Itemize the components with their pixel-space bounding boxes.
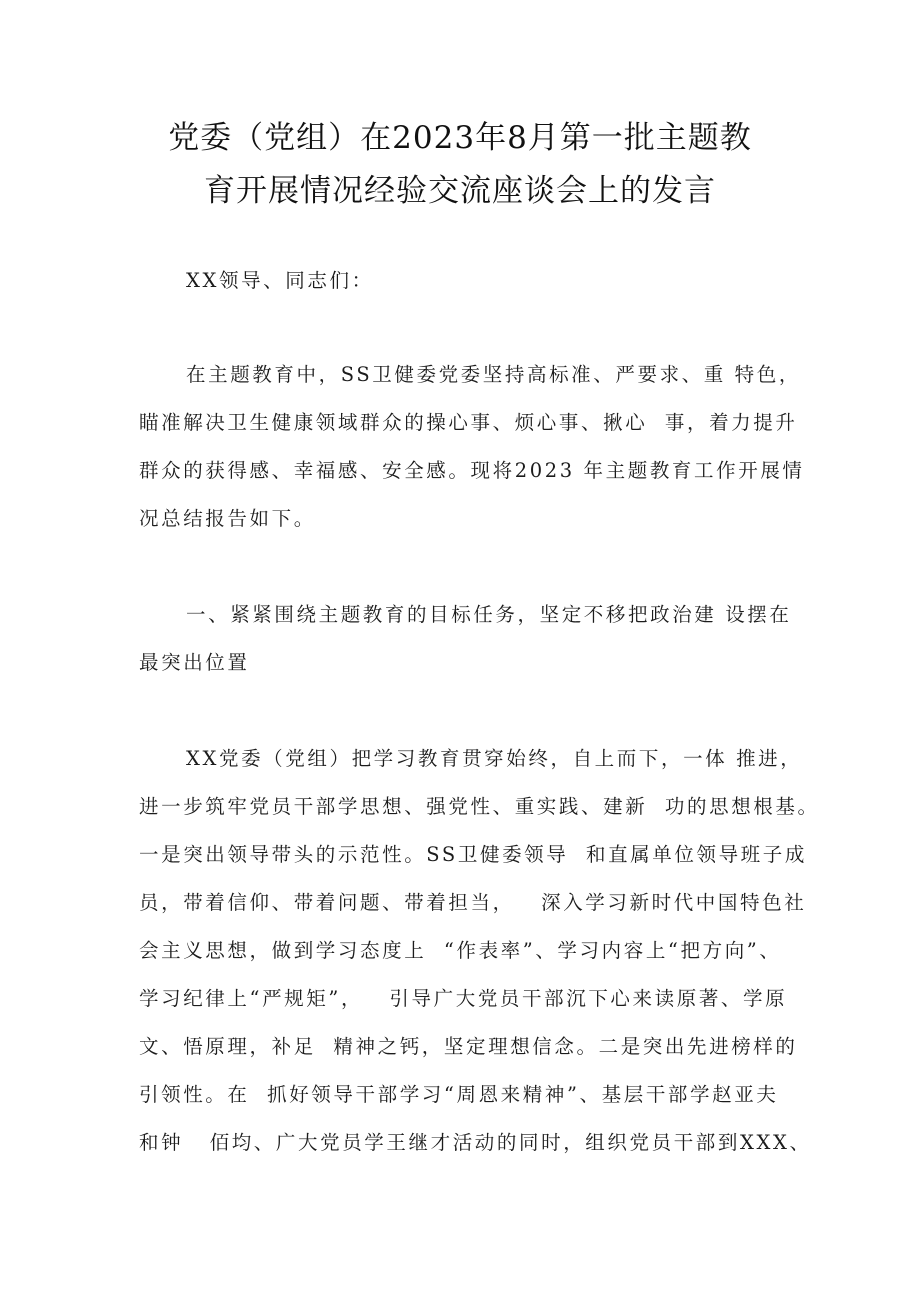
paragraph-1-line-1: 在主题教育中，SS卫健委党委坚持高标准、严要求、重 特色， xyxy=(186,363,801,386)
paragraph-3-line-2: 进一步筑牢党员干部学思想、强党性、重实践、建新 功的思想根基。 xyxy=(139,795,820,818)
paragraph-1-line-2: 瞄准解决卫生健康领域群众的操心事、烦心事、揪心 事，着力提升 xyxy=(139,411,798,434)
salutation: XX领导、同志们： xyxy=(186,269,374,292)
paragraph-3-line-7: 文、悟原理，补足 精神之钙，坚定理想信念。二是突出先进榜样的 xyxy=(139,1035,798,1058)
paragraph-3-line-6: 学习纪律上“严规矩”， 引导广大党员干部沉下心来读原著、学原 xyxy=(139,987,788,1010)
paragraph-3-line-4: 员，带着信仰、带着问题、带着担当， 深入学习新时代中国特色社 xyxy=(139,891,807,914)
paragraph-3-line-1: XX党委（党组）把学习教育贯穿始终，自上而下，一体 推进， xyxy=(186,747,803,770)
paragraph-3-line-9: 和钟 佰均、广大党员学王继才活动的同时，组织党员干部到XXX、 xyxy=(139,1131,812,1154)
paragraph-3-line-8: 引领性。在 抓好领导干部学习“周恩来精神”、基层干部学赵亚夫 xyxy=(139,1083,779,1106)
document-title-line-1: 党委（党组）在2023年8月第一批主题教 xyxy=(168,120,752,156)
section-heading-line-1: 一、紧紧围绕主题教育的目标任务，坚定不移把政治建 设摆在 xyxy=(186,603,792,626)
section-heading-line-2: 最突出位置 xyxy=(139,651,250,674)
document-title-line-2: 育开展情况经验交流座谈会上的发言 xyxy=(204,173,716,209)
paragraph-1-line-4: 况总结报告如下。 xyxy=(139,507,316,530)
paragraph-3-line-5: 会主义思想，做到学习态度上 “作表率”、学习内容上“把方向”、 xyxy=(139,939,782,962)
paragraph-1-line-3: 群众的获得感、幸福感、安全感。现将2023 年主题教育工作开展情 xyxy=(139,459,805,482)
paragraph-3-line-3: 一是突出领导带头的示范性。SS卫健委领导 和直属单位领导班子成 xyxy=(139,843,807,866)
